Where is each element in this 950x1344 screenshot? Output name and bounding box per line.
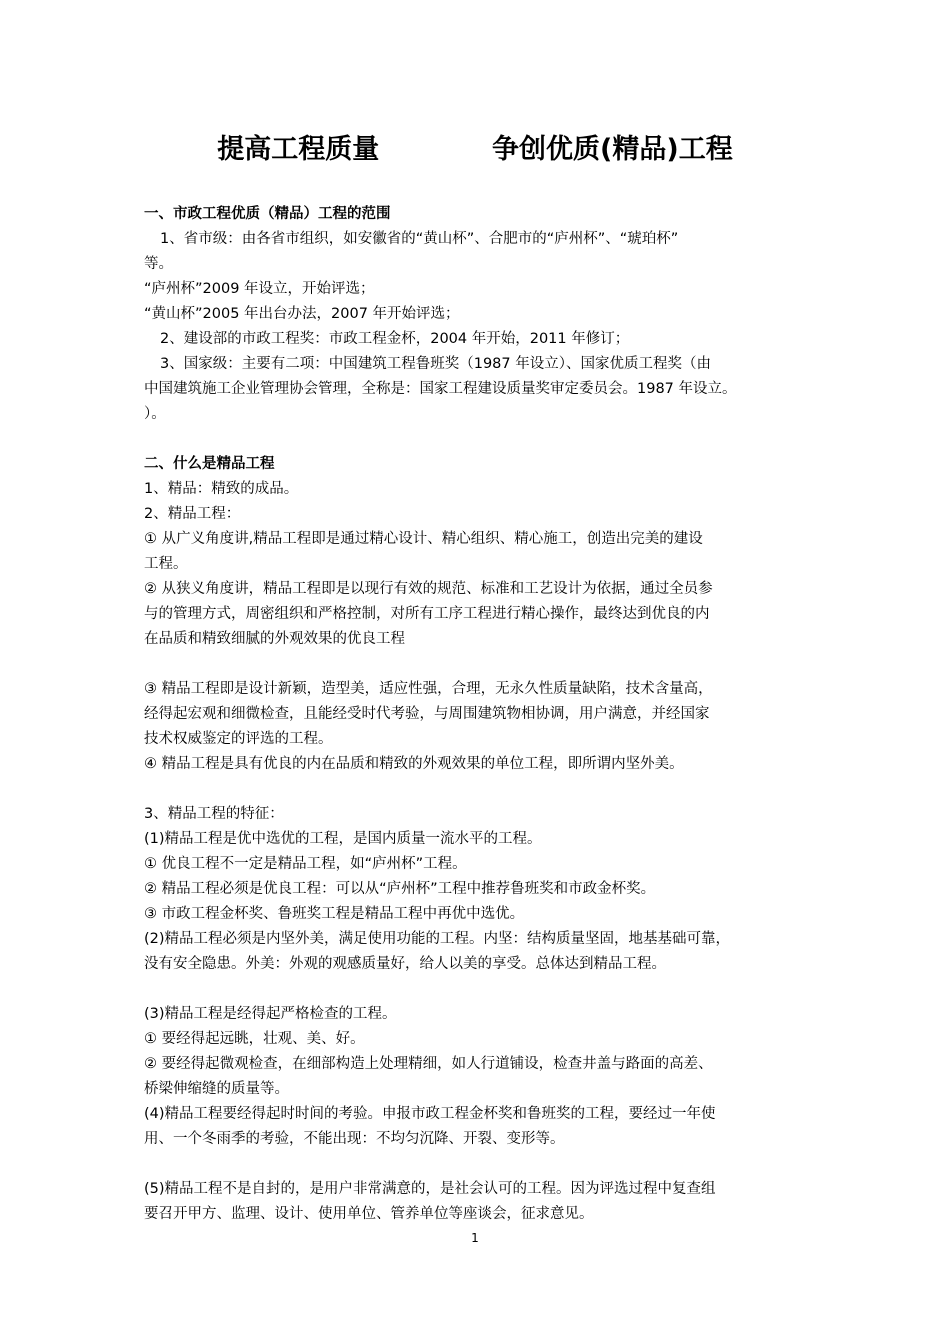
paragraph-line: (5)精品工程不是自封的，是用户非常满意的，是社会认可的工程。因为评选过程中复查组 bbox=[144, 1181, 716, 1197]
spacer bbox=[144, 1152, 824, 1177]
paragraph-line: ② 要经得起微观检查，在细部构造上处理精细，如人行道铺设，检查井盖与路面的高差、 bbox=[144, 1056, 713, 1072]
paragraph-line: (2)精品工程必须是内坚外美，满足使用功能的工程。内坚：结构质量坚固，地基基础可靠， bbox=[144, 931, 731, 947]
spacer bbox=[144, 977, 824, 1002]
paragraph-line: ② 精品工程必须是优良工程：可以从“庐州杯”工程中推荐鲁班奖和市政金杯奖。 bbox=[144, 881, 656, 897]
paragraph-line: 2、精品工程： bbox=[144, 506, 241, 522]
paragraph-line: (4)精品工程要经得起时时间的考验。申报市政工程金杯奖和鲁班奖的工程，要经过一年使 bbox=[144, 1106, 716, 1122]
paragraph-line: “庐州杯”2009 年设立，开始评选； bbox=[144, 281, 375, 297]
paragraph-line: 3、国家级：主要有二项：中国建筑工程鲁班奖（1987 年设立）、国家优质工程奖（由 bbox=[160, 356, 711, 372]
paragraph-line: 中国建筑施工企业管理协会管理，全称是：国家工程建设质量奖审定委员会。1987 年设立。 bbox=[144, 381, 737, 397]
paragraph-line: ③ 精品工程即是设计新颖，造型美，适应性强，合理，无永久性质量缺陷，技术含量高， bbox=[144, 681, 713, 697]
paragraph-line: 1、省市级：由各省市组织，如安徽省的“黄山杯”、合肥市的“庐州杯”、“琥珀杯” bbox=[160, 231, 679, 247]
paragraph-line: 在品质和精致细腻的外观效果的优良工程 bbox=[144, 631, 405, 647]
paragraph-line: 等。 bbox=[144, 256, 173, 272]
paragraph-line: 3、精品工程的特征： bbox=[144, 806, 284, 822]
paragraph-line: ② 从狭义角度讲，精品工程即是以现行有效的规范、标准和工艺设计为依据，通过全员参 bbox=[144, 581, 713, 597]
paragraph-line: ）。 bbox=[144, 406, 166, 422]
paragraph-line: ④ 精品工程是具有优良的内在品质和精致的外观效果的单位工程，即所谓内坚外美。 bbox=[144, 756, 684, 772]
paragraph-line: (3)精品工程是经得起严格检查的工程。 bbox=[144, 1006, 397, 1022]
paragraph-line: 2、建设部的市政工程奖：市政工程金杯，2004 年开始，2011 年修订； bbox=[160, 331, 630, 347]
paragraph-line: 与的管理方式，周密组织和严格控制，对所有工序工程进行精心操作，最终达到优良的内 bbox=[144, 606, 710, 622]
section-heading: 二、什么是精品工程 bbox=[144, 456, 275, 472]
paragraph-line: 没有安全隐患。外美：外观的观感质量好，给人以美的享受。总体达到精品工程。 bbox=[144, 956, 666, 972]
paragraph-line: 工程。 bbox=[144, 556, 188, 572]
paragraph-line: 桥梁伸缩缝的质量等。 bbox=[144, 1081, 289, 1097]
paragraph-line: 经得起宏观和细微检查，且能经受时代考验，与周围建筑物相协调，用户满意，并经国家 bbox=[144, 706, 710, 722]
spacer bbox=[144, 652, 824, 677]
paragraph-line: 技术权威鉴定的评选的工程。 bbox=[144, 731, 333, 747]
paragraph-line: ① 从广义角度讲,精品工程即是通过精心设计、精心组织、精心施工，创造出完美的建设 bbox=[144, 531, 703, 547]
paragraph-line: (1)精品工程是优中选优的工程，是国内质量一流水平的工程。 bbox=[144, 831, 542, 847]
paragraph-line: “黄山杯”2005 年出台办法，2007 年开始评选； bbox=[144, 306, 460, 322]
paragraph-line: 用、一个冬雨季的考验，不能出现：不均匀沉降、开裂、变形等。 bbox=[144, 1131, 565, 1147]
document-body bbox=[144, 202, 824, 1227]
paragraph-line: 1、精品：精致的成品。 bbox=[144, 481, 299, 497]
section-heading: 一、市政工程优质（精品）工程的范围 bbox=[144, 206, 391, 222]
page-number: 1 bbox=[471, 1231, 479, 1245]
paragraph-line: 要召开甲方、监理、设计、使用单位、管养单位等座谈会，征求意见。 bbox=[144, 1206, 594, 1222]
paragraph-line: ① 要经得起远眺，壮观、美、好。 bbox=[144, 1031, 365, 1047]
spacer bbox=[144, 777, 824, 802]
document-title: 提高工程质量 争创优质(精品)工程 bbox=[217, 134, 733, 165]
paragraph-line: ① 优良工程不一定是精品工程，如“庐州杯”工程。 bbox=[144, 856, 467, 872]
spacer bbox=[144, 427, 824, 452]
paragraph-line: ③ 市政工程金杯奖、鲁班奖工程是精品工程中再优中选优。 bbox=[144, 906, 525, 922]
